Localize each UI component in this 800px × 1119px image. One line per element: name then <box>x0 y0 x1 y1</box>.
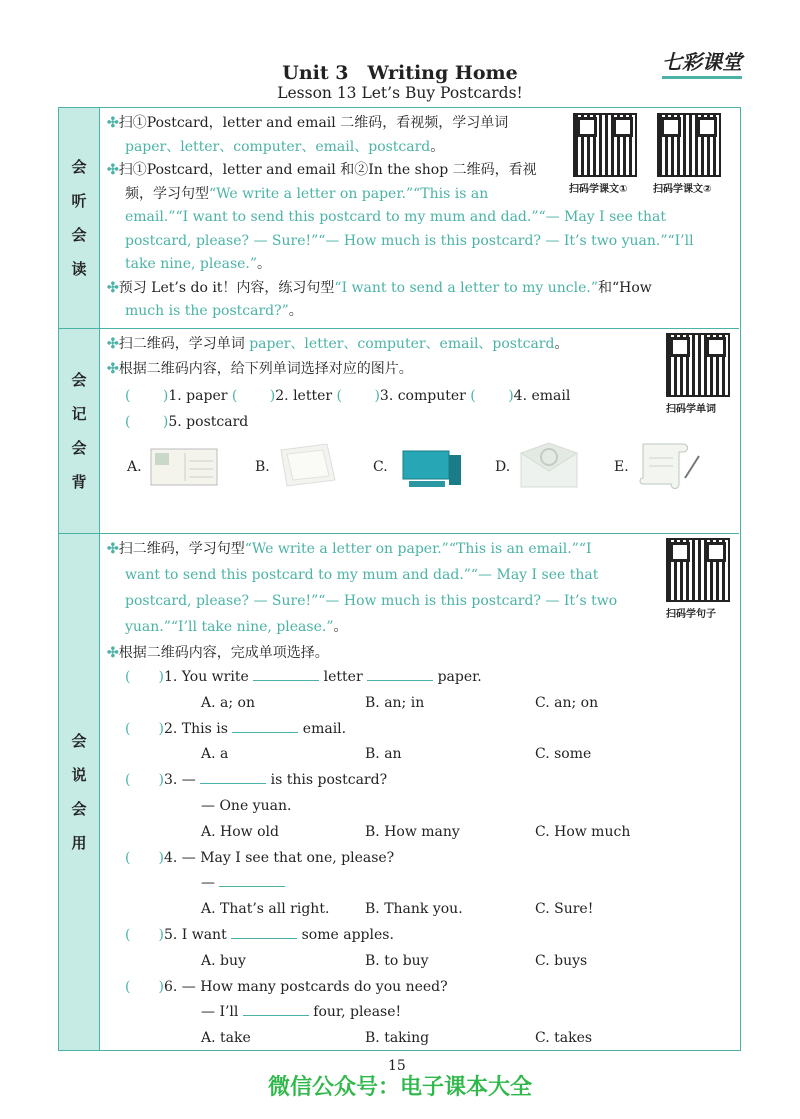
worksheet-frame <box>58 107 741 1051</box>
qr-caption-sentences: 扫码学句子 <box>666 609 716 620</box>
listen-line-4: 频，学习句型“We write a letter on paper.”“This is an <box>125 185 489 202</box>
label-char: 背 <box>71 473 87 491</box>
listen-line-9: much is the postcard?”。 <box>125 303 303 319</box>
answer-blank[interactable]: ( ) <box>125 978 164 995</box>
pic-label-c: C. <box>373 459 388 475</box>
label-char: 会 <box>71 732 87 750</box>
label-char: 会 <box>71 371 87 389</box>
item-email: 4. email <box>513 388 571 404</box>
fill-blank[interactable] <box>253 666 319 681</box>
bullet-icon: ✣ <box>107 541 119 557</box>
qr-code-icon[interactable] <box>666 538 730 602</box>
label-char: 会 <box>71 800 87 818</box>
listen-line-5: email.”“I want to send this postcard to my mum and dad.”“— May I see that <box>125 209 666 225</box>
use-text <box>107 536 617 666</box>
bullet-icon: ✣ <box>107 336 119 352</box>
listen-line-1: ✣扫①Postcard，letter and email 二维码，看视频，学习单词 <box>107 115 509 131</box>
fill-blank[interactable] <box>219 872 285 887</box>
unit-title: Unit 3 Writing Home <box>282 62 518 84</box>
item-paper: 1. paper <box>168 388 228 404</box>
qr-caption-2: 扫码学课文② <box>653 184 712 195</box>
q6-options: A. take B. taking C. takes <box>201 1030 593 1047</box>
qr-caption-words: 扫码学单词 <box>666 404 716 415</box>
use-line-1: ✣扫二维码，学习句型“We write a letter on paper.”“This is an email.”“I <box>107 541 592 557</box>
use-instruction: ✣根据二维码内容，完成单项选择。 <box>107 645 329 661</box>
answer-blank[interactable]: ( ) <box>231 388 276 404</box>
use-line-3: postcard, please? — Sure!”“— How much is this postcard? — It’s two <box>125 593 618 609</box>
qr-caption-1: 扫码学课文① <box>569 184 628 195</box>
memorize-line-2: ✣根据二维码内容，给下列单词选择对应的图片。 <box>107 361 413 377</box>
match-items <box>125 383 570 435</box>
bullet-icon: ✣ <box>107 361 119 377</box>
q3-options: A. How old B. How many C. How much <box>201 823 631 840</box>
pic-label-a: A. <box>127 459 142 475</box>
listen-line-8: ✣预习 Let’s do it！内容，练习句型“I want to send a letter to my uncle.”和“How <box>107 279 652 296</box>
label-char: 读 <box>71 260 87 278</box>
pic-label-b: B. <box>255 459 270 475</box>
answer-blank[interactable]: ( ) <box>125 849 164 866</box>
question-4: ( )4. — May I see that one, please? <box>125 849 395 866</box>
section-label-use <box>59 534 100 1050</box>
letter-picture <box>633 438 703 484</box>
brand-logo: 七彩课堂 <box>662 46 742 79</box>
postcard-picture <box>149 443 219 489</box>
answer-blank[interactable]: ( ) <box>125 926 164 943</box>
lesson-subtitle: Lesson 13 Let’s Buy Postcards! <box>277 84 523 102</box>
q5-options: A. buy B. to buy C. buys <box>201 952 588 969</box>
answer-blank[interactable]: ( ) <box>125 720 164 737</box>
listen-line-6: postcard, please? — Sure!”“— How much is this postcard? — It’s two yuan.”“I’ll <box>125 232 694 249</box>
answer-blank[interactable]: ( ) <box>125 669 164 685</box>
question-1: ( )1. You write letter paper. <box>125 665 630 691</box>
section-label-listen <box>59 108 100 328</box>
memorize-text <box>107 332 568 382</box>
listen-line-7: take nine, please.”。 <box>125 256 272 272</box>
bullet-icon: ✣ <box>107 162 119 178</box>
bullet-icon: ✣ <box>107 115 119 131</box>
pic-label-d: D. <box>495 459 511 475</box>
fill-blank[interactable] <box>200 769 266 784</box>
label-char: 会 <box>71 226 87 244</box>
question-5: ( )5. I want some apples. <box>125 923 630 949</box>
qr-code-icon[interactable] <box>657 113 721 177</box>
label-char: 听 <box>71 192 87 210</box>
answer-blank[interactable]: ( ) <box>336 388 380 404</box>
q4-reply: — <box>125 871 630 897</box>
qr-code-icon[interactable] <box>573 113 637 177</box>
section-label-memorize <box>59 329 100 533</box>
q1-options: A. a; on B. an; in C. an; on <box>201 694 599 711</box>
use-line-4: yuan.”“I’ll take nine, please.”。 <box>125 619 348 635</box>
pic-label-e: E. <box>614 459 629 475</box>
email-picture <box>515 441 585 487</box>
watermark: 微信公众号：电子课本大全 <box>267 1075 532 1100</box>
q4-options: A. That’s all right. B. Thank you. C. Sure! <box>201 901 594 918</box>
item-computer: 3. computer <box>379 388 466 404</box>
section-divider <box>59 533 739 534</box>
q2-options: A. a B. an C. some <box>201 746 592 763</box>
paper-picture <box>273 440 343 486</box>
fill-blank[interactable] <box>243 1001 309 1016</box>
memorize-line-1: ✣扫二维码，学习单词 paper、letter、computer、email、postcard。 <box>107 336 569 352</box>
label-char: 会 <box>71 439 87 457</box>
answer-blank[interactable]: ( ) <box>470 388 514 404</box>
item-letter: 2. letter <box>275 388 333 404</box>
label-char: 说 <box>71 766 87 784</box>
fill-blank[interactable] <box>231 924 297 939</box>
question-3: ( )3. — is this postcard? <box>125 768 630 794</box>
use-line-2: want to send this postcard to my mum and dad.”“— May I see that <box>125 567 599 583</box>
bullet-icon: ✣ <box>107 645 119 661</box>
label-char: 记 <box>71 405 87 423</box>
answer-blank[interactable]: ( ) <box>125 772 164 789</box>
answer-blank[interactable]: ( ) <box>125 414 169 430</box>
page-number: 15 <box>388 1058 406 1074</box>
bullet-icon: ✣ <box>107 279 119 296</box>
q3-reply: — One yuan. <box>201 797 292 814</box>
item-postcard: 5. postcard <box>168 414 249 430</box>
question-2: ( )2. This is email. <box>125 717 630 743</box>
label-char: 用 <box>71 834 87 852</box>
multiple-choice <box>125 665 630 1052</box>
q6-reply: — I’ll four, please! <box>125 1000 630 1026</box>
section-divider <box>59 328 739 329</box>
label-char: 会 <box>71 158 87 176</box>
listen-line-3: ✣扫①Postcard，letter and email 和②In the shop 二维码，看视 <box>107 162 537 178</box>
fill-blank[interactable] <box>367 666 433 681</box>
fill-blank[interactable] <box>232 718 298 733</box>
qr-code-icon[interactable] <box>666 333 730 397</box>
listen-line-2: paper、letter、computer、email、postcard。 <box>125 138 445 155</box>
question-6: ( )6. — How many postcards do you need? <box>125 978 448 995</box>
computer-picture <box>397 445 467 491</box>
answer-blank[interactable]: ( ) <box>125 388 169 404</box>
